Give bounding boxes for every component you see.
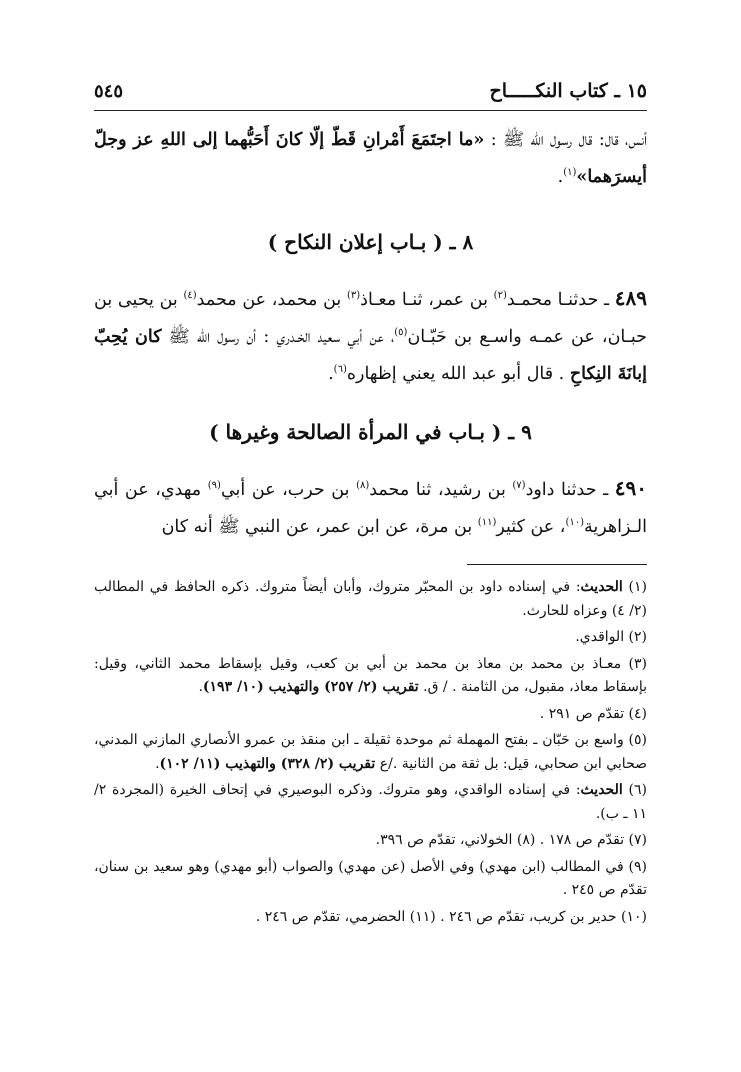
footnote xyxy=(94,829,647,853)
hadith-489-end: . xyxy=(328,364,334,384)
intro-text: أنس، قال: قال رسول الله ﷺ : xyxy=(484,130,647,150)
text-run: (٣) معـاذ بن محمد بن معاذ بن محمد بن أبي بن كعب، وقيل بإسقاط محمد الثاني، وقيل: بإسقاط معاذ، مقبول، من الثامنة . / ق. xyxy=(94,655,647,695)
text-run: بن محمد، عن محمد xyxy=(196,290,347,310)
intro-quote: «ما اجتَمَعَ أَمْرانِ قَطّ إلّا كانَ أَحَبُّهما إلى اللهِ عز وجلّ أيسرَهما» xyxy=(94,130,647,187)
footnote-separator xyxy=(467,564,647,565)
hadith-number: ٤٨٩ xyxy=(614,286,647,310)
footnote-ref: (٦) xyxy=(333,364,347,376)
footnote-ref: (١١) xyxy=(477,517,497,529)
text-run: (٢) الواقدي. xyxy=(575,629,647,645)
text-run: (٦) xyxy=(622,782,647,798)
text-run: بن حرب، عن أبي xyxy=(220,480,357,500)
page-header xyxy=(94,78,647,104)
footnote xyxy=(94,729,647,776)
intro-end: . xyxy=(557,167,564,187)
footnote xyxy=(94,703,647,727)
hadith-490-body xyxy=(94,480,647,537)
hadith-number: ٤٩٠ xyxy=(614,476,647,500)
text-run: بن رشيد، ثنا محمد xyxy=(369,480,513,500)
footnote xyxy=(94,653,647,700)
hadith-489-after: . قال أبو عبد الله يعني إظهاره xyxy=(346,364,570,384)
text-run: . xyxy=(155,755,160,772)
footnote xyxy=(94,906,647,930)
text-run: (١٠) حدير بن كريب، تقدّم ص ٢٤٦ . (١١) الحضرمي، تقدّم ص ٢٤٦ . xyxy=(255,908,647,925)
text-run: ، عن أبي سعيد الخـدري : أن رسول الله ﷺ xyxy=(161,327,395,347)
bold-text: الحديث xyxy=(580,782,623,798)
footnote-ref: (٩) xyxy=(207,480,221,492)
text-run: : في إسناده الواقدي، وهو متروك. وذكره البوصيري في إتحاف الخيرة (المجردة ٢/ ١١ ـ ب). xyxy=(94,782,647,822)
hadith-489 xyxy=(94,280,647,393)
footnotes xyxy=(94,576,647,932)
section-heading-9: ٩ ـ ( بـاب في المرأة الصالحة وغيرها ) xyxy=(209,420,532,444)
footnote-ref: (١٠) xyxy=(565,517,585,529)
footnote-ref: (٨) xyxy=(356,480,370,492)
text-run: . xyxy=(198,679,203,695)
text-run: مهدي، عن أبي الـزاهرية xyxy=(94,480,647,537)
bold-text: تقريب (٢/ ٣٢٨) والتهذيب (١١/ ١٠٢) xyxy=(159,755,376,772)
bold-text: تقريب (٢/ ٢٥٧) والتهذيب (١٠/ ١٩٣) xyxy=(202,679,419,695)
footnote-ref: (٣) xyxy=(346,290,361,302)
text-run: (٩) في المطالب (ابن مهدي) وفي الأصل (عن مهدي) والصواب (أبو مهدي) وهو سعيد بن سنان، تقدّم ص ٢٤٥ . xyxy=(94,858,647,898)
page-number: ٥٤٥ xyxy=(94,80,124,102)
text-run: : في إسناده داود بن المحبّر متروك، وأبان أيضاً متروك. ذكره الحافظ في المطالب (٢/ ٤) وعزاه للحارث. xyxy=(94,579,647,619)
text-run: (٤) تقدّم ص ٢٩١ . xyxy=(539,705,647,722)
hadith-489-bold: كان يُحِبّ إبانَةَ النِكاحِ xyxy=(94,327,647,384)
footnote-ref: (٧) xyxy=(512,480,526,492)
footnote xyxy=(94,626,647,650)
text-run: بن مرة، عن ابن عمر، عن النبي ﷺ أنه كان xyxy=(161,517,478,537)
text-run: بن يحيى بن حبـان، عن عمـه واسـع بن حَبّـان xyxy=(94,290,647,347)
text-run: (٧) تقدّم ص ١٧٨ . (٨) الخولاني، تقدّم ص ٣٩٦. xyxy=(375,832,647,848)
bold-text: الحديث xyxy=(580,579,623,595)
text-run: (٥) واسع بن حَبّان ـ بفتح المهملة ثم موحدة ثقيلة ـ ابن منقذ بن عمرو الأنصاري المازني المدني، صحابي ابن صحابي، قيل: بل ثقة من الثانية ./ع xyxy=(94,732,647,772)
header-rule xyxy=(94,110,647,111)
footnote-ref: (٢) xyxy=(493,290,507,302)
intro-paragraph xyxy=(94,122,647,196)
text-run: ، عن كثير xyxy=(496,517,566,537)
hadith-489-body xyxy=(94,290,647,347)
text-run: ـ حدثنا داود xyxy=(525,480,615,500)
text-run: (١) xyxy=(622,579,647,595)
footnote xyxy=(94,779,647,826)
text-run: بن عمر، ثنـا معـاذ xyxy=(360,290,494,310)
footnote xyxy=(94,576,647,623)
chapter-title: ١٥ ـ كتاب النكـــــاح xyxy=(489,80,647,102)
hadith-490 xyxy=(94,470,647,546)
text-run: ـ حدثنـا محمـد xyxy=(506,290,615,310)
footnote xyxy=(94,856,647,903)
footnote-ref: (١) xyxy=(563,167,577,179)
section-heading-8: ٨ ـ ( بـاب إعلان النكاح ) xyxy=(267,230,474,254)
footnote-ref: (٤) xyxy=(183,290,197,302)
footnote-ref: (٥) xyxy=(394,327,408,339)
